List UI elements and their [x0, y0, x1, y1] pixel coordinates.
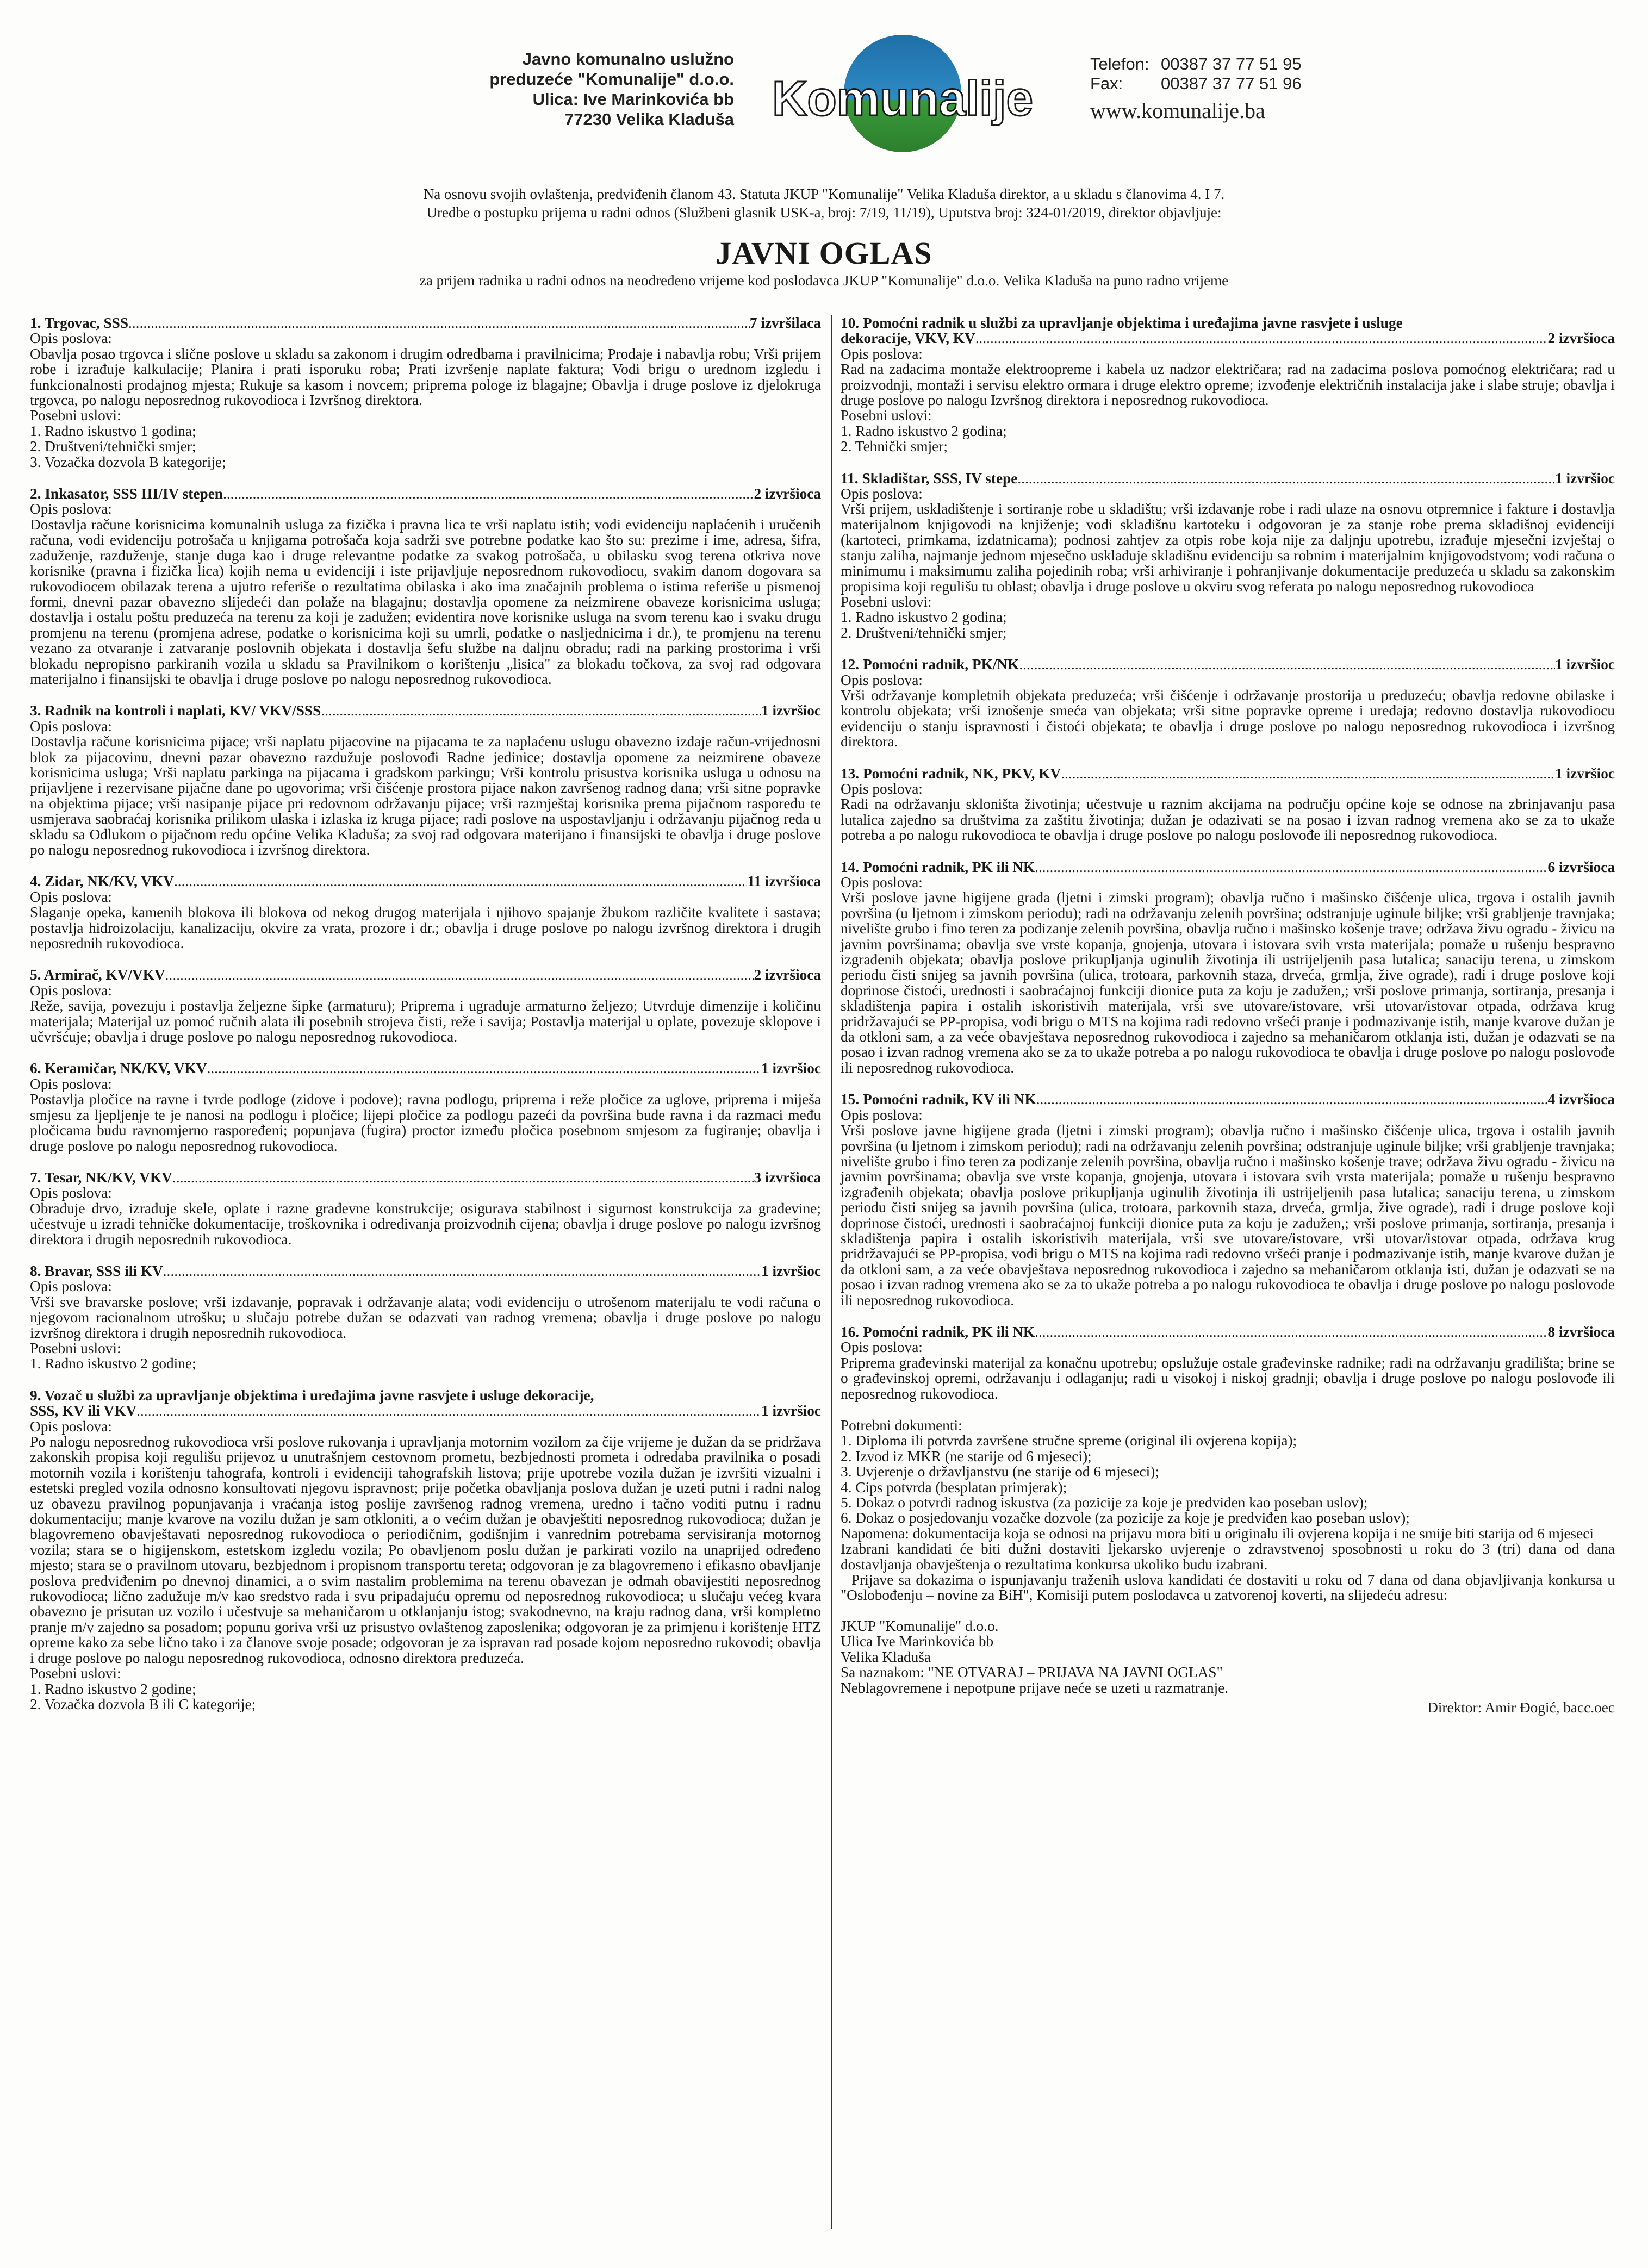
position-count: 6 izvršioca — [1547, 858, 1615, 875]
letterhead — [38, 33, 1610, 158]
listing-columns — [30, 315, 1615, 2240]
position-title: 16. Pomoćni radnik, PK ili NK — [841, 1323, 1035, 1340]
position-block — [841, 1092, 1615, 1308]
condition-item: 1. Radno iskustvo 2 godina; — [841, 609, 1007, 626]
condition-item: 2. Društveni/tehnički smjer; — [30, 438, 196, 455]
position-title: 11. Skladištar, SSS, IV stepe — [841, 470, 1018, 487]
condition-item: 3. Vozačka dozvola B kategorije; — [30, 453, 226, 470]
document-item: 3. Uvjerenje o državljanstvu (ne starije od 6 mjeseci); — [841, 1463, 1159, 1480]
position-block — [30, 1170, 821, 1247]
position-title: 15. Pomoćni radnik, KV ili NK — [841, 1091, 1036, 1108]
duties-label: Opis poslova: — [30, 1278, 112, 1295]
position-block — [841, 1324, 1615, 1401]
duties-text: Vrši poslove javne higijene grada (ljetni i zimski program); obavlja ručno i mašinsko čišćenje ulica, trgova i ostalih javnih površina (u ljetnom i zimskom periodu); radi na održavanju zelenih površina; odstranjuje uginule biljke; vrši grabljenje travnjaka; nivelište grubo i fino teren za podizanje zelenih površina, obavlja ručno i mašinsko košenje trave; održava živu ogradu - živicu na javnim površinama; obavlja sve vrste kopanja, gnojenja, utovara i istovara svih vrsta materijala; pomaže u rušenju bespravno izgrađenih objekata; obavlja poslove prikupljanja uginulih životinja ili ustrijeljenih pasa lutalica; sanaciju terena, u zimskom periodu čisti snijeg sa javnih površina (ulica, trotoara, parkovnih staza, drveća, grmlja, žive ograde), radi i druge poslove koji doprinose čistoći, urednosti i saobraćajnoj funkciji dionice puta za koju je zadužen,; vrši poslove primanja, sortiranja, presanja i skladištenja papira i ostalih iskoristivih materijala, vrši sve utovare/istovare, vrši utovar/istovar otpada, održava krug pridržavajući se PP-propisa, vodi brigu o MTS na kojima radi redovno vršeći pranje i podmazivanje istih, manje kvarove dužan je da otkloni sam, a za veće obavještava neposrednog rukovodioca i zajedno sa mehaničarom otklanja isti, dužan je odazvati se na posao i izvan radnog vremena ako se za to ukaže potreba a po nalogu rukovodioca te obavlja i druge poslove po nalogu poslovođe ili neposrednog rukovodioca. — [841, 1122, 1615, 1309]
duties-label: Opis poslova: — [841, 874, 923, 890]
duties-text: Rad na zadacima montaže elektroopreme i kabela uz nadzor električara; rad na zadacima poslova pomoćnog električara; rad u proizvodnji, montaži i servisu elektro ormara i druge elektro opreme; izvođenje električnih instalacija jake i slabe struje; obavlja i druge poslove po nalogu Izvršnog direktora i neposrednog rukovodioca. — [841, 361, 1615, 409]
medical-certificate-note: Izabrani kandidati će biti dužni dostaviti ljekarsko uvjerenje o zdravstvenoj sposobnosti u roku do 3 (tri) dana od dana dostavljanja obavještenja o rezultatima konkursa ukoliko budu izabrani. — [841, 1541, 1615, 1573]
condition-item: 1. Radno iskustvo 2 godine; — [30, 1355, 196, 1372]
duties-text: Vrši prijem, uskladištenje i sortiranje robe u skladištu; vrši izdavanje robe i radi ulaze na osnovu otpremnice i fakture i dostavlja materijalnom knjigovođi na knjiženje; vodi skladišnu kartoteku i odgovoran je za stanje robe prema skladišnoj evidenciji (kartoteci, primkama, izdatnicama); podnosi zahtjev za otpis robe koja nije za daljnju upotrebu, izrađuje mjesečni izvještaj o stanju zaliha, najmanje jednom mjesečno usklađuje skladišnu evidenciju sa robnim i materijalnim knjigovodstvom; vodi računa o minimumu i maksimumu zaliha pojedinih roba; vrši arhiviranje i pohranjivanje dokumentacije preduzeća u skladu sa zakonskim propisima koji regulišu tu oblast; obavlja i druge poslove u okviru svog referata po nalogu neposrednog rukovodioca — [841, 501, 1615, 595]
duties-label: Opis poslova: — [30, 718, 112, 734]
position-block — [30, 1263, 821, 1372]
position-count: 1 izvršioc — [761, 1262, 821, 1279]
duties-text: Po nalogu neposrednog rukovodioca vrši poslove rukovanja i upravljanja motornim vozilom za čije vrijeme je dužan da se pridržava zakonskih propisa koji regulišu prijevoz u unutrašnjem cestovnom prometu, bezbjednosti prometa i odredaba pravilnika o posadi motornih vozila i korištenju tahografa, kontroli i evidenciji tahografskih listova; prije upotrebe vozila dužan je izvršiti vizualni i estetski pregled vozila odnosno konsultovati njegovu ispravnost; prije početka obavljanja poslova dužan je uzeti putni i radni nalog uz obavezu pravilnog popunjavanja i vraćanja istog poslije završenog radnog vremena, uredno i tačno voditi putnu i radnu dokumentaciju; manje kvarove na vozilu dužan je sam otkloniti, a o većim dužan je obavještiti neposrednog rukovodioca; dužan je blagovremeno obavještavati neposrednog rukovodioca o periodičnim, godišnjim i vanrednim potrebama servisiranja motornog vozila; stara se o higijenskom, estetskom izgledu vozila; Po obavljenom poslu dužan je parkirati vozilo na unaprijed određeno mjesto; stara se o pravilnom utovaru, bezbjednom i propisnom transportu tereta; odgovoran je za blagovremeno i efikasno obavljanje poslova predviđenim po dnevnoj dinamici, a o svim nastalim problemima na terenu obavezan je odmah obavijestiti neposrednog rukovodioca; lično zadužuje m/v kao sredstvo rada i svu pripadajuću opremu od neposrednog rukovodioca; u slučaju većeg kvara obavezno je prisutan uz vozilo i učestvuje sa mehaničarom u otklanjanju istog; svakodnevno, na kraju radnog dana, vrši kompletno pranje m/v zajedno sa posadom; popunu goriva vrši uz prisustvo ovlaštenog zaposlenika; odgovoran je za primjenu i korištenje HTZ opreme kako za sebe lično tako i za članove svoje posade; odgovoran je za ispravan rad posade kojom neposredno rukovodi; obavlja i druge poslove po nalogu neposrednog rukovodioca, odnosno direktora preduzeća. — [30, 1434, 821, 1666]
intro-text — [82, 185, 1566, 222]
position-title: 2. Inkasator, SSS III/IV stepen — [30, 485, 223, 502]
company-address — [451, 49, 734, 129]
duties-text: Reže, savija, povezuju i postavlja željezne šipke (armaturu); Priprema i ugrađuje armaturno željezo; Utvrđuje dimenzije i količinu materijala; Materijal uz pomoć ručnih alata ili posebnih strojeva čisti, reže i savija; Postavlja materijal u oplate, povezuje sklopove i učvršćuje; obavlja i druge poslove po nalogu neposrednog rukovodioca. — [30, 998, 821, 1045]
website: www.komunalije.ba — [1090, 98, 1265, 123]
duties-label: Opis poslova: — [841, 485, 923, 502]
position-title: 5. Armirač, KV/VKV — [30, 967, 165, 983]
position-title: 7. Tesar, NK/KV, VKV — [30, 1169, 172, 1186]
position-block — [30, 967, 821, 1044]
duties-label: Opis poslova: — [30, 888, 112, 905]
address-line: Ulica Ive Marinkovića bb — [841, 1633, 994, 1650]
duties-label: Opis poslova: — [841, 671, 923, 688]
duties-text: Vrši održavanje kompletnih objekata preduzeća; vrši čišćenje i održavanje prostorija u preduzeću; obavlja redovne obilaske i kontrolu objekata; vrši iznošenje smeća van objekata; vrši sitne popravke opreme i uređaja; redovno dostavlja rukovodiocu evidenciju o stanju ispravnosti i čistoći objekata; te obavlja i druge poslove po nalogu neposrednog rukovodioca i izvršnog direktora. — [841, 687, 1615, 750]
intro-line: Uredbe o postupku prijema u radni odnos (Službeni glasnik USK-a, broj: 7/19, 11/19), Uputstva broj: 324-01/2019, direktor objavljuje: — [426, 204, 1222, 221]
duties-label: Opis poslova: — [841, 1106, 923, 1123]
document-item: 4. Cips potvrda (besplatan primjerak); — [841, 1479, 1067, 1496]
conditions-label: Posebni uslovi: — [30, 1339, 121, 1356]
position-count: 1 izvršioc — [1555, 656, 1615, 673]
phone-number: 00387 37 77 51 95 — [1161, 54, 1302, 73]
position-title: 13. Pomoćni radnik, NK, PKV, KV — [841, 765, 1061, 782]
fax-number: 00387 37 77 51 96 — [1161, 74, 1302, 93]
duties-text: Vrši poslove javne higijene grada (ljetni i zimski program); obavlja ručno i mašinsko čišćenje ulica, trgova i ostalih javnih površina (u ljetnom i zimskom periodu); radi na održavanju zelenih površina; odstranjuje uginule biljke; vrši grabljenje travnjaka; nivelište grubo i fino teren za podizanje zelenih površina, obavlja ručno i mašinsko košenje trave; održava živu ogradu - živicu na javnim površinama; obavlja sve vrste kopanja, gnojenja, utovara i istovara svih vrsta materijala; pomaže u rušenju bespravno izgrađenih objekata; obavlja poslove prikupljanja uginulih životinja ili ustrijeljenih pasa lutalica; sanaciju terena, u zimskom periodu čisti snijeg sa javnih površina (ulica, trotoara, parkovnih staza, drveća, grmlja, žive ograde), radi i druge poslove koji doprinose čistoći, urednosti i saobraćajnoj funkciji dionice puta za koju je zadužen,; vrši poslove primanja, sortiranja, presanja i skladištenja papira i ostalih iskoristivih materijala, vrši sve utovare/istovare, vrši utovar/istovar otpada, održava krug pridržavajući se PP-propisa, vodi brigu o MTS na kojima radi redovno vršeći pranje i podmazivanje istih, manje kvarove dužan je da otkloni sam, a za veće obavještava neposrednog rukovodioca i zajedno sa mehaničarom otklanja isti, dužan je odazvati se na posao i izvan radnog vremena ako se za to ukaže potreba a po nalogu rukovodioca te obavlja i druge poslove po nalogu poslovođe ili neposrednog rukovodioca. — [841, 889, 1615, 1076]
position-block — [30, 315, 821, 470]
right-column — [841, 315, 1615, 2240]
position-title: 8. Bravar, SSS ili KV — [30, 1262, 163, 1279]
duties-text: Obavlja posao trgovca i slične poslove u skladu sa zakonom i drugim odredbama i pravilnicima; Prodaje i nabavlja robu; Vrši prijem robe i izrađuje kalkulacije; Planira i prati isporuku roba; Prati izvršenje naplate faktura; Vodi brigu o urednom izgledu i funkcionalnosti prodajnog mjesta; Rukuje sa kasom i novcem; priprema pologe iz blagajne; Obavlja i druge poslove iz djelokruga trgovca, po nalogu neposrednog rukovodioca i Izvršnog direktora. — [30, 345, 821, 409]
intro-line: Na osnovu svojih ovlaštenja, predviđenih članom 43. Statuta JKUP "Komunalije" Velika Kladuša direktor, a u skladu s članovima 4. I 7. — [423, 186, 1225, 202]
position-count: 1 izvršioc — [761, 1060, 821, 1077]
document-item: 2. Izvod iz MKR (ne starije od 6 mjeseci); — [841, 1448, 1092, 1465]
left-column — [30, 315, 821, 2240]
condition-item: 1. Radno iskustvo 2 godine; — [30, 1680, 196, 1697]
duties-text: Vrši sve bravarske poslove; vrši izdavanje, popravak i održavanje alata; vodi evidenciju o utrošenom materijalu te vodi računa o njegovom racionalnom utrošku; u slučaju potrebe dužan se odazvati van radnog vremena; obavlja i druge poslove po nalogu izvršnog direktora i drugih neposrednih rukovodioca. — [30, 1293, 821, 1341]
duties-label: Opis poslova: — [30, 982, 112, 999]
position-block — [30, 486, 821, 687]
position-10 — [841, 315, 1615, 454]
duties-label: Opis poslova: — [30, 501, 112, 518]
company-line: preduzeće "Komunalije" d.o.o. — [489, 70, 734, 89]
conditions-label: Posebni uslovi: — [30, 407, 121, 424]
position-count: 1 izvršioc — [1555, 470, 1615, 487]
submission-instructions: Prijave sa dokazima o ispunjavanju traženih uslova kandidati će dostaviti u roku od 7 dana od dana objavljivanja konkursa u "Oslobođenju – novine za BiH", Komisiji putem poslodavca u zatvorenoj koverti, na slijedeću adresu: — [841, 1572, 1615, 1604]
komunalije-logo — [761, 33, 1044, 158]
documents-note: Napomena: dokumentacija koja se odnosi na prijavu mora biti u originalu ili ovjerena kopija i ne smije biti starija od 6 mjeseci — [841, 1525, 1594, 1542]
condition-item: 2. Tehnički smjer; — [841, 438, 948, 455]
position-block — [30, 1061, 821, 1153]
position-block — [30, 703, 821, 857]
right-position-list — [841, 471, 1615, 1401]
duties-text: Priprema građevinski materijal za konačnu upotrebu; opslužuje ostale građevinske radnike; radi na održavanju gradilišta; brine se o građevinskoj opremi, održavanju i odlaganju; radi u visokoj i niskoj gradnji; obavlja i druge poslove po nalogu poslovođe ili neposrednog rukovodioca. — [841, 1354, 1615, 1402]
company-line: Javno komunalno uslužno — [522, 49, 734, 68]
position-count: 1 izvršioc — [1555, 765, 1615, 782]
mailing-address — [841, 1618, 1615, 1680]
conditions-label: Posebni uslovi: — [841, 593, 932, 610]
position-block — [841, 859, 1615, 1076]
conditions-label: Posebni uslovi: — [841, 407, 932, 424]
position-title: SSS, KV ili VKV — [30, 1403, 137, 1419]
left-position-list — [30, 315, 821, 1372]
duties-text: Obrađuje drvo, izrađuje skele, oplate i razne građevne konstrukcije; osigurava stabilnost i sigurnost konstrukcija za građevine; učestvuje u izradi tehničke dokumentacije, troškovnika i određivanja proizvodnih cijena; obavlja i druge poslove po nalogu izvršnog direktora i drugih neposrednih rukovodioca. — [30, 1200, 821, 1248]
duties-text: Slaganje opeka, kamenih blokova ili blokova od nekog drugog materijala i njihovo spajanje žbukom različite kvalitete i sastava; postavlja hidroizolaciju, kanalizaciju, okvire za vrata, prozore i dr.; obavlja i druge poslove po nalogu izvršnog direktora i drugih neposrednih rukovodioca. — [30, 904, 821, 952]
page-title: JAVNI OGLAS — [716, 235, 932, 271]
duties-label: Opis poslova: — [30, 1185, 112, 1201]
position-title: 6. Keramičar, NK/KV, VKV — [30, 1060, 207, 1077]
duties-text: Postavlja pločice na ravne i tvrde podloge (zidove i podove); ravna podlogu, priprema i reže pločice za uglove, priprema i miješa smjesu za ljepljenje te je nanosi na podlogu i pločice; lijepi pločice za podlogu pazeći da površina bude ravna i da razmaci među pločicama budu ravnomjerno raspoređeni; popunjava (fugira) proctor između pločica posebnom smjesom za fugiranje; obavlja i druge poslove po nalogu neposrednog rukovodioca. — [30, 1091, 821, 1154]
address-line: Velika Kladuša — [841, 1648, 931, 1665]
position-count: 2 izvršioca — [754, 485, 821, 502]
fax-label: Fax: — [1090, 74, 1123, 93]
address-line: Sa naznakom: "NE OTVARAJ – PRIJAVA NA JAVNI OGLAS" — [841, 1664, 1223, 1681]
address-line: JKUP "Komunalije" d.o.o. — [841, 1617, 999, 1634]
position-count: 1 izvršioc — [761, 702, 821, 719]
position-title: 1. Trgovac, SSS — [30, 315, 129, 331]
position-block — [841, 657, 1615, 749]
duties-label: Opis poslova: — [30, 330, 112, 347]
position-count: 3 izvršioca — [754, 1169, 821, 1186]
position-count: 2 izvršioca — [1547, 330, 1615, 347]
duties-label: Opis poslova: — [30, 1075, 112, 1092]
conditions-label: Posebni uslovi: — [30, 1665, 121, 1682]
condition-item: 1. Radno iskustvo 1 godina; — [30, 422, 196, 439]
logo-text: Komunalije — [772, 72, 1033, 126]
position-title: 10. Pomoćni radnik u službi za upravljanje objektima i uređajima javne rasvjete i usluge — [841, 315, 1403, 331]
position-title: 3. Radnik na kontroli i naplati, KV/ VKV/SSS — [30, 702, 321, 719]
duties-label: Opis poslova: — [841, 345, 923, 362]
document-item: 6. Dokaz o posjedovanju vozačke dozvole (za pozicije za koje je predviđen kao poseban uslov); — [841, 1510, 1410, 1526]
condition-item: 2. Društveni/tehnički smjer; — [841, 624, 1007, 641]
position-count: 2 izvršioca — [754, 967, 821, 983]
position-title: dekoracije, VKV, KV — [841, 330, 975, 347]
condition-item: 2. Vozačka dozvola B ili C kategorije; — [30, 1696, 256, 1712]
duties-text: Dostavlja račune korisnicima komunalnih usluga za fizička i pravna lica te vrši naplatu istih; vodi evidenciju naplaćenih i uručenih računa, vodi evidenciju potrošača u knjigama potrošača koja sadrži sve potrebne podatke kao što su: prezime i ime, adresa, šifra, zaduženje, razduženje, stanje duga kao i druge relevantne podatke za svakog potrošača, u obilasku svog terena otkriva nove korisnike (pravna i fizička lica) kojih nema u evidenciji i iste prijavljuje neposrednom rukovodiocu, svakim danom dogovara sa rukovodiocem obilazak terena a ujutro referiše o rezultatima obilaska i ako ima značajnih problema o istima referiše u pismenoj formi, dnevni pazar obavezno slijedeći dan polaže na blagajnu; dostavlja opomene za neizmirene obaveze korisnicima usluga; dostavlja i ostalu poštu preduzeća na terenu za koji je zadužen; evidentira nove korisnike usluga na svom terenu kao i svaku drugu promjenu na terenu (promjena adrese, podatke o korisnicima koji su umrli, podatke o nasljednicima i dr.), te promjenu na terenu vezano za otvaranje i zatvaranje poslovnih objekata i dostavlja šefu službe na daljnu obradu; radi na parking prostorima i vrši blokadu nepropisno parkiranih vozila u skladu sa Pravilnikom o korištenju „lisica" za blokadu točkova, za svoj rad odgovara materijalno i finansijski te obavlja i druge poslove po nalogu neposrednog rukovodioca. — [30, 516, 821, 687]
position-count: 7 izvršilaca — [749, 315, 821, 331]
duties-label: Opis poslova: — [841, 1339, 923, 1356]
document-item: 5. Dokaz o potvrdi radnog iskustva (za pozicije za koje je predviđen kao poseban uslov); — [841, 1494, 1368, 1511]
position-9 — [30, 1388, 821, 1712]
position-title: 4. Zidar, NK/KV, VKV — [30, 873, 174, 890]
duties-label: Opis poslova: — [30, 1418, 112, 1435]
column-divider — [831, 315, 832, 2229]
condition-item: 1. Radno iskustvo 2 godina; — [841, 422, 1007, 439]
position-block — [841, 766, 1615, 843]
duties-text: Radi na održavanju skloništa životinja; učestvuje u raznim akcijama na području općine koje se odnose na zbrinjavanju pasa lutalica zajedno sa društvima za zaštitu životinja; dužan je odazivati se na posao i izvan radnog vremena ako se za to ukaže potreba a po nalogu rukovodioca te obavlja i druge poslove po nalogu poslovođe ili neposrednog rukovodioca. — [841, 796, 1615, 844]
duties-label: Opis poslova: — [841, 780, 923, 797]
company-line: 77230 Velika Kladuša — [564, 110, 734, 129]
position-count: 11 izvršioca — [747, 873, 821, 890]
contact-info — [1090, 54, 1525, 121]
required-documents — [841, 1418, 1615, 1715]
position-block — [841, 471, 1615, 640]
phone-label: Telefon: — [1090, 54, 1149, 73]
position-block — [30, 874, 821, 951]
company-line: Ulica: Ive Marinkovića bb — [532, 90, 734, 109]
position-title: 14. Pomoćni radnik, PK ili NK — [841, 858, 1035, 875]
final-note: Neblagovremene i nepotpune prijave neće se uzeti u razmatranje. — [841, 1679, 1229, 1696]
director-signature: Direktor: Amir Đogić, bacc.oec — [1427, 1699, 1615, 1716]
position-title: 9. Vozač u službi za upravljanje objektima i uređajima javne rasvjete i usluge dekoracije, — [30, 1387, 594, 1404]
position-count: 4 izvršioca — [1547, 1091, 1615, 1108]
position-count: 8 izvršioca — [1547, 1323, 1615, 1340]
position-title: 12. Pomoćni radnik, PK/NK — [841, 656, 1019, 673]
duties-text: Dostavlja račune korisnicima pijace; vrši naplatu pijacovine na pijacama te za naplaćenu uslugu obavezno izdaje račun-vrijednosni blok za pijacovinu, dnevni pazar obavezno razdužuje poslovođi Radne jedinice; dostavlja opomene za neizmirene obaveze korisnicima usluga; Vrši naplatu parkinga na pijacama i gradskom parkingu; Vrši kontrolu prisustva korisnika usluga u odnosu na prijavljene i rezervisane pijačne dane po ugovorima; vrši čišćenje prostora pijace nakon završenog radnog dana; vrši sitne popravke na objektima pijace; vrši nasipanje pijace pri redovnom održavanju pijace; vrši razmještaj korisnika prema pijačnom rasporedu te usmjerava saobraćaj korisnika prilikom ulaska i izlaska iz kruga pijace; radi poslove na uspostavljanju i održavanju pijačnog reda u skladu sa Odlukom o pijačnom redu općine Velika Kladuša; za svoj rad odgovara materijano i finansijski te obavlja i druge poslove po nalogu neposrednog rukovodioca i izvršnog direktora. — [30, 733, 821, 858]
document-item: 1. Diploma ili potvrda završene stručne spreme (original ili ovjerena kopija); — [841, 1432, 1297, 1449]
page-subtitle: za prijem radnika u radni odnos na neodređeno vrijeme kod poslodavca JKUP "Komunalije" d.o.o. Velika Kladuša na puno radno vrijeme — [419, 272, 1229, 289]
position-count: 1 izvršioc — [761, 1403, 821, 1419]
documents-heading: Potrebni dokumenti: — [841, 1417, 962, 1434]
